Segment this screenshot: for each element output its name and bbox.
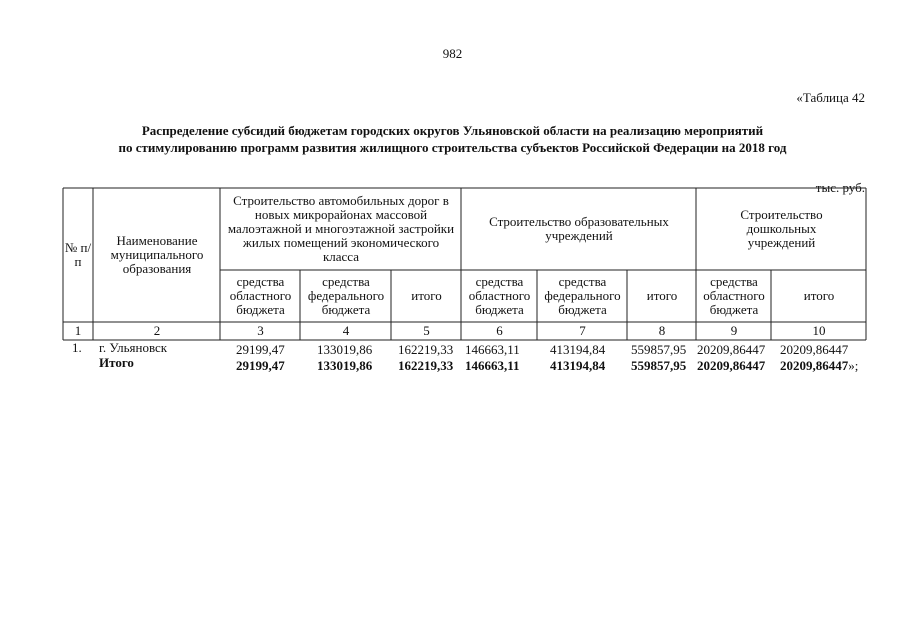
row-value-with-suffix: [780, 359, 858, 373]
closing-quote: »;: [848, 358, 859, 373]
row-value: 133019,86: [317, 342, 373, 357]
header-preschool-group: Строительство дошкольных учреждений: [740, 207, 823, 250]
row-number: 1.: [72, 340, 82, 355]
subheader-preschool-total: итого: [803, 288, 835, 303]
header-num: № п/п: [64, 240, 92, 269]
column-number: 3: [257, 323, 264, 338]
row-value: 162219,33: [398, 358, 454, 373]
column-number: 4: [342, 323, 350, 338]
column-number: 10: [812, 323, 826, 338]
table-reference: «Таблица 42: [796, 90, 865, 105]
row-value: 133019,86: [317, 358, 373, 373]
row-value: 20209,86447: [780, 358, 849, 373]
row-value: 29199,47: [236, 342, 285, 357]
page-number: 982: [442, 46, 463, 61]
row-name: г. Ульяновск: [99, 340, 168, 355]
row-value: 29199,47: [236, 358, 285, 373]
row-value: 559857,95: [631, 342, 687, 357]
subheader-schools-regional: средства областного бюджета: [468, 274, 531, 317]
subheader-roads-regional: средства областного бюджета: [229, 274, 292, 317]
row-value: 146663,11: [465, 358, 520, 373]
row-value: 20209,86447: [780, 342, 849, 357]
column-number: 1: [74, 323, 82, 338]
header-municipality: Наименование муниципального образования: [110, 233, 204, 276]
column-number: 6: [496, 323, 503, 338]
column-number: 7: [579, 323, 586, 338]
units-label: тыс. руб.: [815, 180, 865, 195]
row-value: 413194,84: [550, 358, 606, 373]
row-value: 162219,33: [398, 342, 454, 357]
subheader-schools-total: итого: [646, 288, 678, 303]
row-value: 20209,86447: [697, 342, 766, 357]
row-value: 146663,11: [465, 342, 520, 357]
row-value: 559857,95: [631, 358, 687, 373]
column-number: 9: [730, 323, 738, 338]
header-roads-group: Строительство автомобильных дорог в новых микрорайонах массовой малоэтажной и многоэтажной застройки жилых помещений экономического класса: [227, 193, 455, 264]
subheader-schools-federal: средства федерального бюджета: [544, 274, 621, 317]
subheader-roads-total: итого: [411, 288, 442, 303]
row-value: 20209,86447: [697, 358, 766, 373]
header-schools-group: Строительство образовательных учреждений: [489, 214, 669, 243]
column-number: 2: [153, 323, 161, 338]
row-name: Итого: [99, 355, 134, 370]
row-value: 413194,84: [550, 342, 606, 357]
subheader-preschool-regional: средства областного бюджета: [703, 274, 765, 317]
subheader-roads-federal: средства федерального бюджета: [307, 274, 385, 317]
column-number: 5: [423, 323, 430, 338]
title-line-1: Распределение субсидий бюджетам городских округов Ульяновской области на реализацию мероприятий: [141, 123, 764, 138]
column-number: 8: [658, 323, 666, 338]
title-line-2: по стимулированию программ развития жилищного строительства субъектов Российской Федерации на 2018 год: [118, 140, 787, 155]
